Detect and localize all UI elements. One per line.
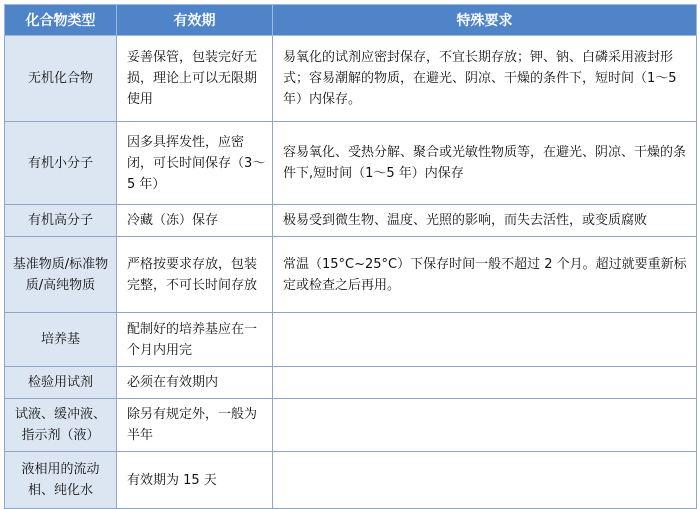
header-special-requirement: 特殊要求 [273,5,697,36]
compound-validity-table [4,4,697,509]
compound-type-cell: 无机化合物 [5,36,117,122]
table-row [5,122,697,205]
validity-cell: 严格按要求存放，包装完整，不可长时间存放 [117,237,273,313]
validity-cell: 有效期为 15 天 [117,452,273,509]
compound-type-cell: 试液、缓冲液、指示剂（液） [5,399,117,452]
requirement-cell [273,313,697,367]
requirement-cell: 极易受到微生物、温度、光照的影响，而失去活性，或变质腐败 [273,205,697,237]
table-row [5,237,697,313]
table-row [5,313,697,367]
requirement-cell [273,399,697,452]
compound-type-cell: 基准物质/标准物质/高纯物质 [5,237,117,313]
table-row [5,399,697,452]
requirement-cell: 常温（15°C~25°C）下保存时间一般不超过 2 个月。超过就要重新标定或检查之后再用。 [273,237,697,313]
table-body [5,36,697,509]
requirement-cell: 容易氧化、受热分解、聚合或光敏性物质等，在避光、阴凉、干燥的条件下,短时间（1～5 年）内保存 [273,122,697,205]
table-row [5,452,697,509]
compound-type-cell: 培养基 [5,313,117,367]
requirement-cell: 易氧化的试剂应密封保存，不宜长期存放；钾、钠、白磷采用液封形式；容易潮解的物质，在避光、阴凉、干燥的条件下，短时间（1～5 年）内保存。 [273,36,697,122]
compound-type-cell: 液相用的流动相、纯化水 [5,452,117,509]
validity-cell: 必须在有效期内 [117,367,273,399]
header-row [5,5,697,36]
validity-cell: 冷藏（冻）保存 [117,205,273,237]
table-row [5,367,697,399]
header-validity: 有效期 [117,5,273,36]
validity-cell: 配制好的培养基应在一个月内用完 [117,313,273,367]
validity-cell: 除另有规定外，一般为半年 [117,399,273,452]
validity-cell: 因多具挥发性，应密闭，可长时间保存（3～5 年） [117,122,273,205]
table-row [5,205,697,237]
requirement-cell [273,367,697,399]
validity-cell: 妥善保管，包装完好无损，理论上可以无限期使用 [117,36,273,122]
compound-type-cell: 检验用试剂 [5,367,117,399]
table-row [5,36,697,122]
table-header [5,5,697,36]
storage-table-container [4,4,696,509]
compound-type-cell: 有机高分子 [5,205,117,237]
compound-type-cell: 有机小分子 [5,122,117,205]
header-compound-type: 化合物类型 [5,5,117,36]
requirement-cell [273,452,697,509]
